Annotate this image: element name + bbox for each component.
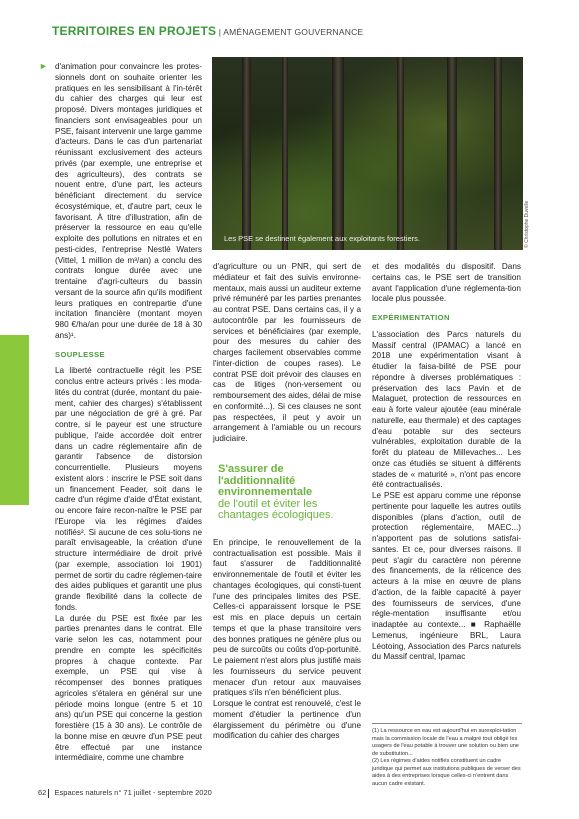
paragraph: La liberté contractuelle régit les PSE conclus entre acteurs privés : les moda-lités du contrat (durée, montant du paie-ment, cahier des charges) s'établissent par une négociation de gré à gré. Par contre, si le payeur est une structure publique, l'aide accordée doit entrer dans un cadre réglementaire afin de garantir l'absence de distorsion concurrentielle. Plusieurs moyens existent alors : inscrire le PSE soit dans un financement Feader, soit dans le cadre d'un régime d'aide d'État existant, ou encore faire recon-naître le PSE par l'Europe via les régimes d'aides notifiés². Si aucune de ces solu-tions ne paraît envisageable, la création d'une structure intermédiaire de droit privé (par exemple, association loi 1901) permet de sortir du cadre réglemen-taire des aides publiques et garantit une plus grande flexibilité dans la collecte de fonds. [55, 366, 202, 612]
column-3 [372, 262, 521, 663]
continuation-arrow-icon: ► [39, 61, 48, 71]
header-separator: | [216, 27, 224, 37]
footnote-1: (1) La ressource en eau est aujourd'hui en surexploi-tation mais la commission locale de l'eau a malgré tout obligé les usagers de l'eau potable à trouver une solution ou bien une de substitution... [372, 728, 519, 757]
photo-caption: Les PSE se destinent également aux exploitants forestiers. [224, 234, 420, 243]
pull-quote-line-1: S'assurer de l'additionnalité environnementale [218, 463, 313, 498]
publication-info: Espaces naturels n° 71 juillet - septembre 2020 [54, 788, 212, 797]
forest-photo [212, 57, 523, 250]
tree-trunk [494, 57, 502, 250]
pull-quote [218, 464, 358, 522]
footnote-divider [372, 723, 522, 724]
subheading-souplesse: SOUPLESSE [55, 349, 106, 359]
tree-trunk [332, 57, 344, 250]
footnotes [372, 728, 522, 788]
tree-trunk [282, 57, 288, 250]
column-1 [55, 62, 202, 764]
photo-credit: © Christophe Duvelle [524, 200, 530, 248]
section-title: TERRITOIRES EN PROJETS [52, 24, 217, 38]
pull-quote-line-2: de l'outil et éviter les chantages écologiques. [218, 497, 334, 521]
paragraph: et des modalités du dispositif. Dans certains cas, le PSE sert de transition avant l'application d'une réglementa-tion locale plus poussée. [372, 262, 521, 304]
paragraph: La durée du PSE est fixée par les parties prenantes dans le contrat. Elle varie selon les cas, notamment pour prendre en compte les spécificités propres à chaque contexte. Par exemple, un PSE qui vise à récompenser des bonnes pratiques agricoles s'étalera en général sur une période moins longue (entre 5 et 10 ans) qu'un PSE qui concerne la gestion forestière (15 à 30 ans). Le contrôle de la bonne mise en œuvre d'un PSE peut être effectué par une instance intermédiaire, comme une chambre [55, 613, 202, 763]
page-number: 62 [38, 788, 47, 797]
paragraph: L'association des Parcs naturels du Massif central (IPAMAC) a lancé en 2018 une expérimentation visant à étudier la faisa-bilité de PSE pour répondre à diverses problématiques : préservation des lacs Pavin et de Malaguet, protection de ressources en eau à forte valeur ajoutée (eau minérale naturelle, eau thermale) et des captages d'eau potable sur des secteurs vulnérables, exploitation durable de la forêt du plateau de Millevaches... Les onze cas étudiés se situent à différents stades de « maturité », n'ont pas encore été contractualisés. [372, 329, 521, 490]
tree-trunk [447, 57, 457, 250]
side-accent-bar [0, 335, 29, 505]
subheading-experimentation: EXPÉRIMENTATION [372, 313, 450, 322]
paragraph: En principe, le renouvellement de la contractualisation est possible. Mais il faut s'assurer de l'additionnalité environnementale de l'outil et éviter les chantages écologiques, qui consti-tuent l'une des principales limites des PSE. Celles-ci apparaissent lorsque le PSE est mis en place depuis un certain temps et que la phase transitoire vers des bonnes pratiques ne génère plus ou peu de surcoûts ou coûts d'op-portunité. Le paiement n'est alors plus justifié mais les fournisseurs du service peuvent menacer d'un retour aux mauvaises pratiques s'ils n'en bénéficient plus. [213, 537, 361, 698]
tree-trunk [242, 57, 251, 250]
paragraph: d'agriculture ou un PNR, qui sert de médiateur et fait des suivis environne-mentaux, mais aussi un auditeur externe privé rémunéré par les parties prenantes au contrat PSE. Dans certains cas, il y a autocontrôle par les fournisseurs de services et bénéficiaires (par exemple, pour des mesures du cahier des charges facilement observables comme l'inter-diction de coupes rases). Le contrat PSE doit prévoir des clauses en cas de litiges (non-versement ou remboursement des aides, délai de mise en conformité...). Si ces clauses ne sont pas respectées, il peut y avoir un arrangement à l'amiable ou un recours judiciaire. [213, 262, 361, 443]
footer-divider [48, 789, 49, 798]
paragraph: Lorsque le contrat est renouvelé, c'est le moment d'étudier la pertinence d'un élargissement du périmètre ou d'une modification du cahier des charges [213, 699, 361, 741]
tree-trunk [397, 57, 404, 250]
footnote-2: (2) Les régimes d'aides notifiés constituent un cadre juridique qui permet aux institutions publiques de verser des aides à des entreprises lorsque celles-ci n'entrent dans aucun cadre existant. [372, 758, 521, 787]
section-subtitle: AMÉNAGEMENT GOUVERNANCE [223, 27, 364, 37]
paragraph: Le PSE est apparu comme une réponse pertinente pour laquelle les autres outils disponibles (plans d'action, outil de protection réglementaire, MAEC...) n'apportent pas de solutions satisfai-santes. Et ce, pour diverses raisons. Il peut s'agir du caractère non pérenne des financements, de la réticence des acteurs à la mise en œuvre de plans d'action, de la faible capacité à payer des fournisseurs de services, d'une régle-mentation insuffisante et/ou inadaptée au contexte... ■ Raphaëlle Lemenus, ingénieure BRL, Laura Léotoing, Association des Parcs naturels du Massif central, Ipamac [372, 491, 521, 662]
paragraph: d'animation pour convaincre les protes-sionnels dont on souhaite orienter les pratiques en les sensibilisant à l'in-térêt du cahier des charges qui leur est proposé. Divers montages juridiques et financiers sont envisageables pour un PSE, faisant intervenir une large gamme d'acteurs. Dans le cas d'un partenariat réunissant exclusivement des acteurs privés (par exemple, une entreprise et des agriculteurs), des contrats se nouent entre, d'une part, les acteurs bénéficiant directement du service écosystémique, et, d'autre part, ceux le favorisant. À titre d'illustration, afin de préserver la ressource en eau qu'elle exploite des pollutions en nitrates et en pesti-cides, l'entreprise Nestlé Waters (Vittel, 1 million de m³/an) a conclu des contrats longue durée avec une trentaine d'agri-culteurs du bassin versant de la source afin qu'ils modifient leurs pratiques en contrepartie d'une incitation financière (montant moyen 980 €/ha/an pour une durée de 18 à 30 ans)¹. [55, 62, 202, 340]
section-header [52, 24, 363, 38]
page-footer [38, 788, 212, 798]
